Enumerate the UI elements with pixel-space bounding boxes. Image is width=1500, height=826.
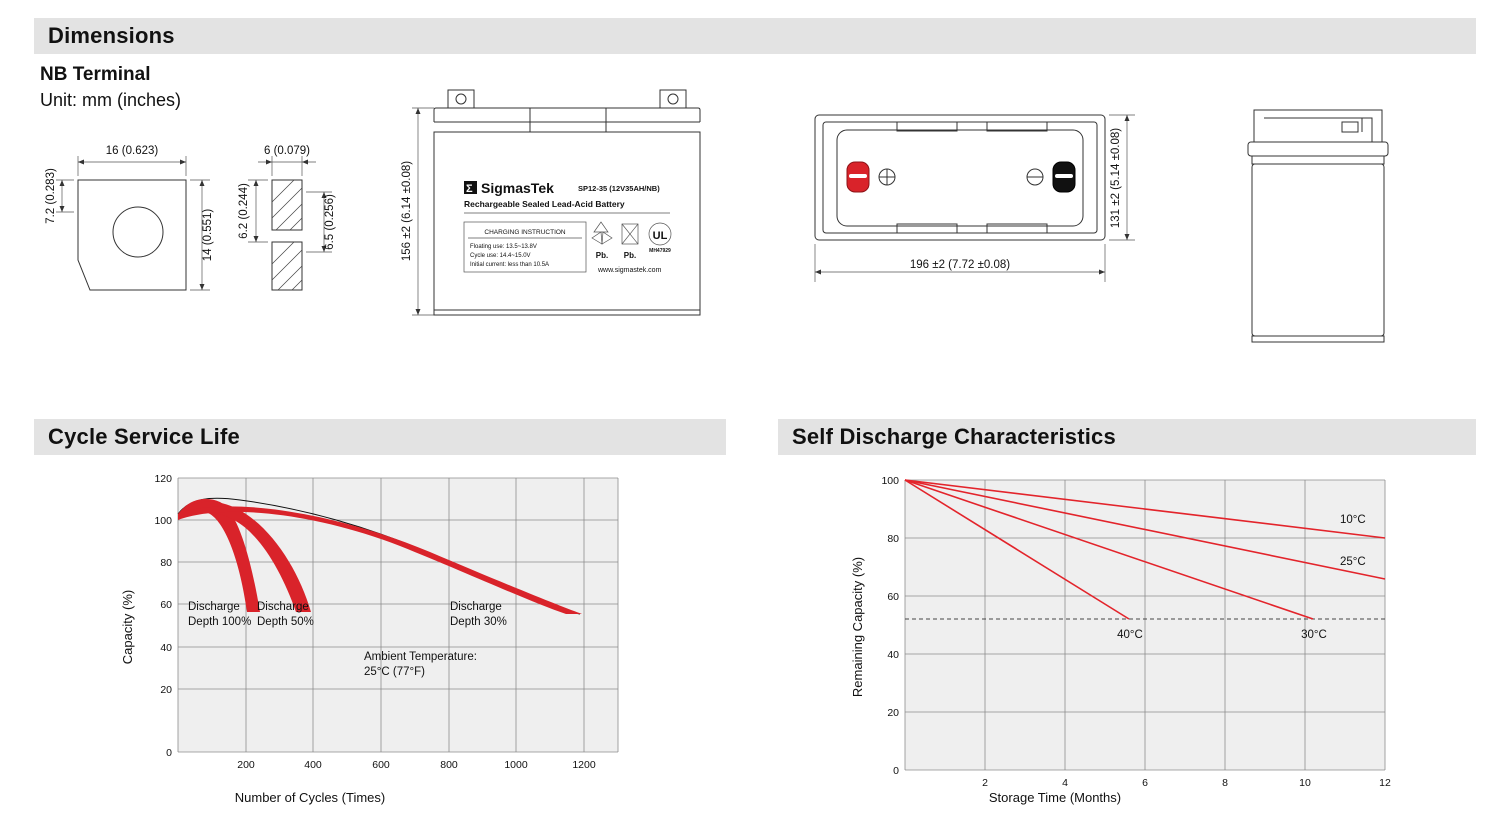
section-title-dimensions: Dimensions <box>48 23 175 48</box>
battery-front-height-dim: 156 ±2 (6.14 ±0.08) <box>401 160 413 262</box>
terminal-width-dim: 16 (0.623) <box>105 145 159 157</box>
charging-line-3: Initial current: less than 10.5A <box>470 262 550 268</box>
svg-text:Σ: Σ <box>466 183 473 195</box>
cycle-annotation-50-line1: Discharge <box>257 601 309 613</box>
cycle-ytick-100: 100 <box>154 515 172 527</box>
terminal-height-right-dim: 14 (0.551) <box>202 208 214 262</box>
battery-side-view <box>1230 80 1430 360</box>
cycle-annotation-100-line1: Discharge <box>188 601 240 613</box>
section-title-cycle-service-life: Cycle Service Life <box>48 424 240 449</box>
cycle-annotation-temp-line2: 25°C (77°F) <box>364 666 425 678</box>
cycle-annotation-30-line2: Depth 30% <box>450 616 507 628</box>
battery-type: Rechargeable Sealed Lead-Acid Battery <box>464 199 625 209</box>
chart-cycle-service-life <box>110 462 670 812</box>
svg-text:UL: UL <box>652 230 668 242</box>
self-xtick-4: 4 <box>1062 777 1068 789</box>
section-header-cycle-service-life <box>34 419 726 455</box>
self-xtick-12: 12 <box>1379 777 1391 789</box>
terminal-thickness-left-dim: 6.2 (0.244) <box>238 183 250 239</box>
battery-top-height-dim: 131 ±2 (5.14 ±0.08) <box>1110 127 1122 229</box>
terminal-height-left-dim: 7.2 (0.283) <box>45 168 57 224</box>
self-label-40c: 40°C <box>1117 629 1143 641</box>
charging-instruction-title: CHARGING INSTRUCTION <box>484 229 566 236</box>
dimensions-subtitle <box>40 62 181 112</box>
cycle-ylabel: Capacity (%) <box>120 589 135 665</box>
terminal-detail-drawing <box>34 140 384 330</box>
charging-line-2: Cycle use: 14.4~15.0V <box>470 253 531 259</box>
ul-file-number: MH47929 <box>649 248 671 254</box>
section-title-self-discharge: Self Discharge Characteristics <box>792 424 1116 449</box>
cycle-ytick-20: 20 <box>160 684 172 696</box>
battery-top-view <box>805 100 1165 320</box>
section-header-self-discharge <box>778 419 1476 455</box>
cycle-ytick-40: 40 <box>160 642 172 654</box>
self-label-25c: 25°C <box>1340 556 1366 568</box>
cycle-xlabel: Number of Cycles (Times) <box>234 790 386 805</box>
ul-icon <box>649 223 671 254</box>
self-ytick-60: 60 <box>887 591 899 603</box>
self-xtick-6: 6 <box>1142 777 1148 789</box>
cycle-xtick-1000: 1000 <box>504 759 528 771</box>
self-xtick-8: 8 <box>1222 777 1228 789</box>
unit-label: Unit: mm (inches) <box>40 89 182 110</box>
cycle-xtick-400: 400 <box>304 759 322 771</box>
cycle-annotation-30-line1: Discharge <box>450 601 502 613</box>
self-ytick-80: 80 <box>887 533 899 545</box>
self-xtick-10: 10 <box>1299 777 1311 789</box>
recycle-icon <box>592 222 612 260</box>
no-bin-icon <box>622 224 638 260</box>
self-ytick-20: 20 <box>887 707 899 719</box>
cycle-xtick-200: 200 <box>237 759 255 771</box>
self-ytick-100: 100 <box>881 475 899 487</box>
cycle-xtick-800: 800 <box>440 759 458 771</box>
cycle-xtick-600: 600 <box>372 759 390 771</box>
cycle-ytick-60: 60 <box>160 599 172 611</box>
battery-website: www.sigmastek.com <box>598 267 662 274</box>
charging-line-1: Floating use: 13.5~13.8V <box>470 244 537 250</box>
cycle-annotation-50-line2: Depth 50% <box>257 616 314 628</box>
recycle-icon-label: Pb. <box>595 251 609 260</box>
self-ytick-40: 40 <box>887 649 899 661</box>
terminal-thickness-top-dim: 6 (0.079) <box>263 145 311 157</box>
terminal-thickness-right-dim: 6.5 (0.256) <box>324 194 336 250</box>
self-label-30c: 30°C <box>1301 629 1327 641</box>
cycle-ytick-120: 120 <box>154 473 172 485</box>
battery-top-width-dim: 196 ±2 (7.72 ±0.08) <box>909 259 1011 271</box>
self-xtick-2: 2 <box>982 777 988 789</box>
battery-brand: SigmasTek <box>481 180 554 196</box>
battery-front-view <box>398 80 748 330</box>
battery-model: SP12-35 (12V35AH/NB) <box>578 184 660 193</box>
no-bin-icon-label: Pb. <box>623 251 637 260</box>
cycle-ytick-80: 80 <box>160 557 172 569</box>
self-label-10c: 10°C <box>1340 514 1366 526</box>
chart-self-discharge <box>840 462 1440 812</box>
self-ytick-0: 0 <box>893 765 899 777</box>
cycle-annotation-temp-line1: Ambient Temperature: <box>364 651 477 663</box>
self-ylabel: Remaining Capacity (%) <box>850 556 865 698</box>
cycle-ytick-0: 0 <box>166 747 172 759</box>
section-header-dimensions <box>34 18 1476 54</box>
cycle-annotation-100-line2: Depth 100% <box>188 616 252 628</box>
terminal-type-label: NB Terminal <box>40 64 151 85</box>
self-xlabel: Storage Time (Months) <box>988 790 1122 805</box>
cycle-xtick-1200: 1200 <box>572 759 596 771</box>
